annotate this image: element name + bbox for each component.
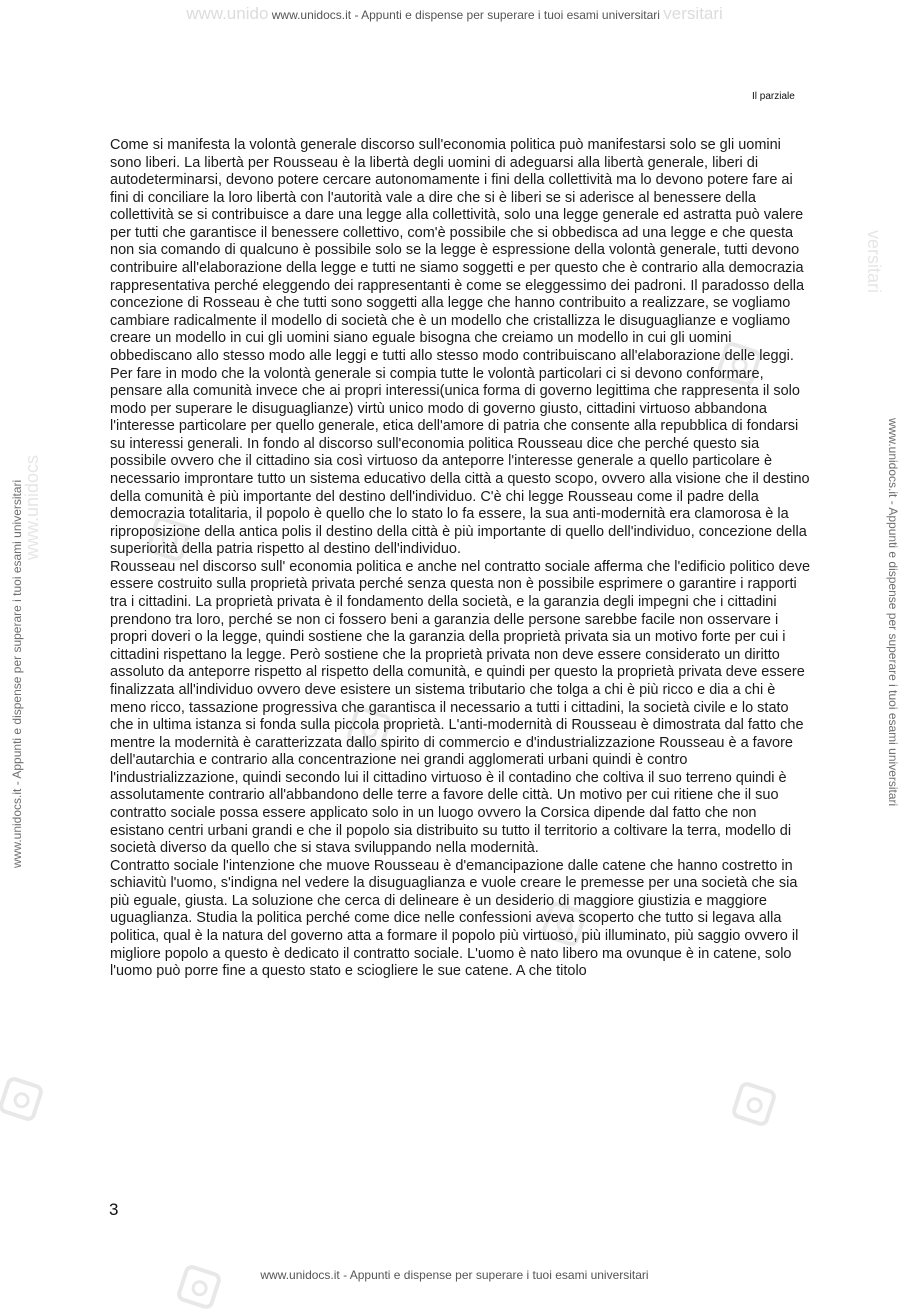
watermark-ghost-right: versitari <box>864 230 884 294</box>
watermark-bottom <box>0 1268 909 1282</box>
document-body <box>110 137 812 981</box>
page-header: Il parziale <box>752 91 795 102</box>
watermark-top <box>0 4 909 24</box>
paragraph: Come si manifesta la volontà generale discorso sull'economia politica può manifestarsi solo se gli uomini sono liberi. La libertà per Rousseau è la libertà degli uomini di adeguarsi alla libertà generale, liberi di autodeterminarsi, devono potere cercare autonomamente i fini della collettività ma lo devono potere fare ai fini di conciliare la loro libertà con l'autorità vale a dire che si è liberi se si aderisce al benessere della collettività se si contribuisce a dare una legge alla collettività, solo una legge generale ed astratta può valere per tutti che garantisce il benessere collettivo, com'è possibile che si obbedisca ad una legge e che questa non sia comando di qualcuno è possibile solo se la legge è espressione della volontà generale, tutti devono contribuire all'elaborazione della legge e tutti ne siamo soggetti e per questo che è contrario alla democrazia rappresentativa perché eleggendo dei rappresentanti è come se eleggessimo dei padroni. Il paradosso della concezione di Rosseau è che tutti sono soggetti alla legge che hanno contribuito a realizzare, se vogliamo cambiare radicalmente il modello di società che è un modello che cristallizza le disuguaglianze e vogliamo creare un modello in cui gli uomini siano eguale bisogna che creiamo un modello in cui gli uomini obbediscano allo stesso modo alle leggi e tutti allo stesso modo contribuiscano all'elaborazione delle leggi. Per fare in modo che la volontà generale si compia tutte le volontà particolari ci si devono conformare, pensare alla comunità invece che ai propri interessi(unica forma di governo legittima che rappresenta il solo modo per superare le disuguaglianze) virtù unico modo di governo giusto, cittadini virtuoso abbandona l'interesse particolare per quello generale, etica dell'amore di patria che consente alla repubblica di fondarsi su interessi generali. In fondo al discorso sull'economia politica Rousseau dice che perché questo sia possibile ovvero che il cittadino sia così virtuoso da anteporre l'interesse generale a quello particolare è necessario improntare tutto un sistema educativo della città a questo scopo, ovvero alla visione che il destino della comunità è più importante del destino dell'individuo. C'è chi legge Rousseau come il padre della democrazia totalitaria, il popolo è quello che lo stato lo fa essere, la sua anti-modernità era clamorosa è la riproposizione della antica polis il destino della città è più importante di quello dell'individuo, concezione della superiorità della patria rispetto al destino dell'individuo. <box>110 137 810 558</box>
watermark-ghost-left: www.unidocs <box>22 454 42 560</box>
watermark-right-text: www.unidocs.it - Appunti e dispense per superare i tuoi esami universitari <box>886 418 900 807</box>
watermark-bottom-text: www.unidocs.it - Appunti e dispense per superare i tuoi esami universitari <box>260 1268 649 1282</box>
paragraph: Contratto sociale l'intenzione che muove Rousseau è d'emancipazione dalle catene che hanno costretto in schiavitù l'uomo, s'indigna nel vedere la disuguaglianza e vuole creare le premesse per una società che sia più eguale, giusta. La soluzione che cerca di delineare è un desiderio di maggiore giustizia e maggiore uguaglianza. Studia la politica perché come dice nelle confessioni aveva scoperto che tutto si legava alla politica, qual è la natura del governo atta a formare il popolo più virtuoso, più illuminato, più saggio ovvero il migliore popolo a questo è dedicato il contratto sociale. L'uomo è nato libero ma ovunque è in catene, solo l'uomo può porre fine a questo stato e sciogliere le sue catene. A che titolo <box>110 857 799 980</box>
paragraph: Rousseau nel discorso sull' economia politica e anche nel contratto sociale afferma che l'edificio politico deve essere costruito sulla proprietà privata perché senza questa non è possibile esprimere o garantire i rapporti tra i cittadini. La proprietà privata è il fondamento della società, e la garanzia degli impegni che i cittadini prendono tra loro, perché se non ci fossero beni a garanzia delle persone sarebbe facile non osservare i propri doveri o la legge, quindi sostiene che la garanzia della proprietà privata sia un motivo forte per cui i cittadini rispettano la legge. Però sostiene che la proprietà privata non deve essere considerato un diritto assoluto da anteporre rispetto al rispetto della comunità, e quindi per questo la proprietà privata deve essere finalizzata all'individuo ovvero deve esistere un sistema tributario che tolga a chi è più ricco e dia a chi è meno ricco, tassazione progressiva che garantisca il necessario a tutti i cittadini, la società civile e lo stato che in ultima istanza si fonda sulla piccola proprietà. L'anti-modernità di Rousseau è dimostrata dal fatto che mentre la modernità è caratterizzata dallo spirito di commercio e d'industrializzazione Rousseau è a favore dell'autarchia e contrario alla concentrazione nei grandi agglomerati urbani quindi è contro l'industrializzazione, quindi secondo lui il cittadino virtuoso è il contadino che coltiva il suo terreno quindi è assolutamente contrario all'abbandono delle terre a favore delle città. Un motivo per cui ritiene che il suo contratto sociale possa essere applicato solo in un luogo ovvero la Corsica dipende dal fatto che non esistano centri urbani grandi e che il popolo sia distribuito su tutto il territorio a coltivare la terra, modello di società diverso da quello che si stava sviluppando nella modernità. <box>110 558 811 857</box>
watermark-ghost-top: versitari <box>663 4 723 23</box>
watermark-logo-icon <box>730 1080 778 1128</box>
watermark-logo-icon <box>0 1075 45 1123</box>
watermark-ghost-top-left: www.unido <box>186 4 269 23</box>
watermark-top-text: www.unidocs.it - Appunti e dispense per superare i tuoi esami universitari <box>271 8 660 22</box>
page-number: 3 <box>109 1200 119 1219</box>
watermark-left-text: www.unidocs.it - Appunti e dispense per superare i tuoi esami universitari <box>10 479 24 868</box>
